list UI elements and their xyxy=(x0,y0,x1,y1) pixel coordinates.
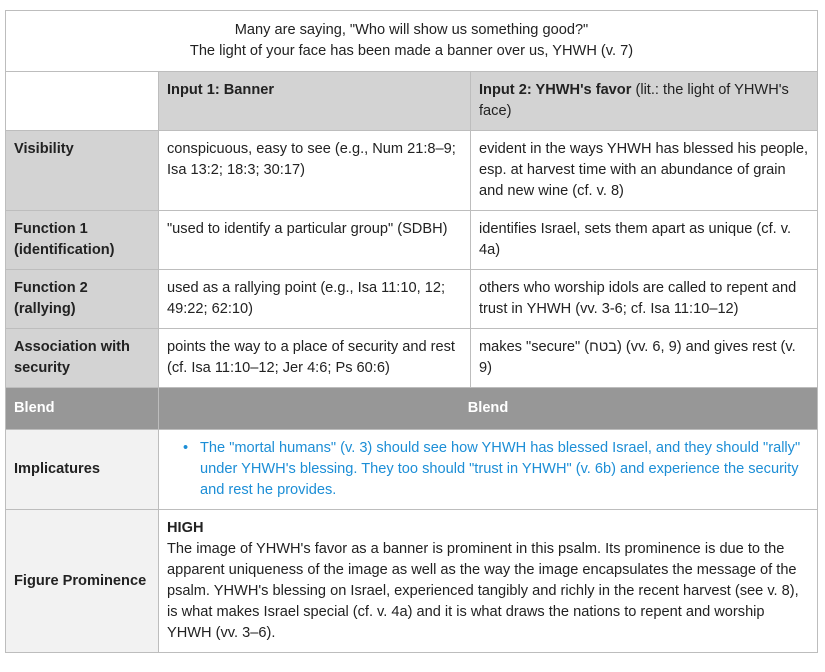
prominence-text: The image of YHWH's favor as a banner is prominent in this psalm. Its prominence is due to the apparent uniqueness of the image as well as the way the image encapsulates the message of the psalm. YHWH's blessing on Israel, experienced tangibly and richly in the recent harvest (see v. 8), is what makes Israel special (cf. v. 4a) and it is what draws the nations to repent and worship YHWH (vv. 3–6). xyxy=(167,541,799,641)
row-security xyxy=(6,329,818,388)
row-prominence xyxy=(6,510,818,653)
input1-cell: points the way to a place of security and rest (cf. Isa 11:10–12; Jer 4:6; Ps 60:6) xyxy=(159,329,471,388)
row-function-1 xyxy=(6,211,818,270)
verse-header xyxy=(6,11,818,72)
input2-cell: evident in the ways YHWH has blessed his people, esp. at harvest time with an abundance of grain and new wine (cf. v. 8) xyxy=(471,131,818,211)
implicatures-cell xyxy=(159,430,818,510)
row-label: Association with security xyxy=(6,329,159,388)
prominence-level: HIGH xyxy=(167,520,204,536)
implicatures-label: Implicatures xyxy=(6,430,159,510)
empty-corner-cell xyxy=(6,72,159,131)
row-label: Visibility xyxy=(6,131,159,211)
verse-line-1: Many are saying, "Who will show us something good?" xyxy=(234,22,589,38)
verse-line-2: The light of your face has been made a banner over us, YHWH (v. 7) xyxy=(189,43,634,59)
row-implicatures xyxy=(6,430,818,510)
blend-label: Blend xyxy=(6,388,159,430)
row-visibility xyxy=(6,131,818,211)
row-function-2 xyxy=(6,270,818,329)
row-label: Function 2 (rallying) xyxy=(6,270,159,329)
input2-note: (lit.: the light of YHWH's face) xyxy=(479,82,789,119)
input2-header xyxy=(471,72,818,131)
header-row xyxy=(6,11,818,72)
blend-header-row xyxy=(6,388,818,430)
blend-title: Blend xyxy=(159,388,818,430)
input2-cell: identifies Israel, sets them apart as unique (cf. v. 4a) xyxy=(471,211,818,270)
input2-cell: others who worship idols are called to repent and trust in YHWH (vv. 3-6; cf. Isa 11:10–12) xyxy=(471,270,818,329)
row-label: Function 1 (identification) xyxy=(6,211,159,270)
input1-header xyxy=(159,72,471,131)
prominence-cell xyxy=(159,510,818,653)
input1-label: Input 1: Banner xyxy=(167,82,275,98)
input2-cell: makes "secure" (בטח) (vv. 6, 9) and gives rest (v. 9) xyxy=(471,329,818,388)
implicatures-list xyxy=(183,438,805,501)
input1-cell: conspicuous, easy to see (e.g., Num 21:8–9; Isa 13:2; 18:3; 30:17) xyxy=(159,131,471,211)
figure-table xyxy=(5,10,818,653)
input1-cell: "used to identify a particular group" (SDBH) xyxy=(159,211,471,270)
prominence-label: Figure Prominence xyxy=(6,510,159,653)
implicature-item: • The "mortal humans" (v. 3) should see how YHWH has blessed Israel, and they should "rally" under YHWH's blessing. They too should "trust in YHWH" (v. 6b) and experience the security and rest he provides. xyxy=(200,438,805,501)
inputs-header-row xyxy=(6,72,818,131)
input1-cell: used as a rallying point (e.g., Isa 11:10, 12; 49:22; 62:10) xyxy=(159,270,471,329)
input2-label: Input 2: YHWH's favor xyxy=(479,82,632,98)
